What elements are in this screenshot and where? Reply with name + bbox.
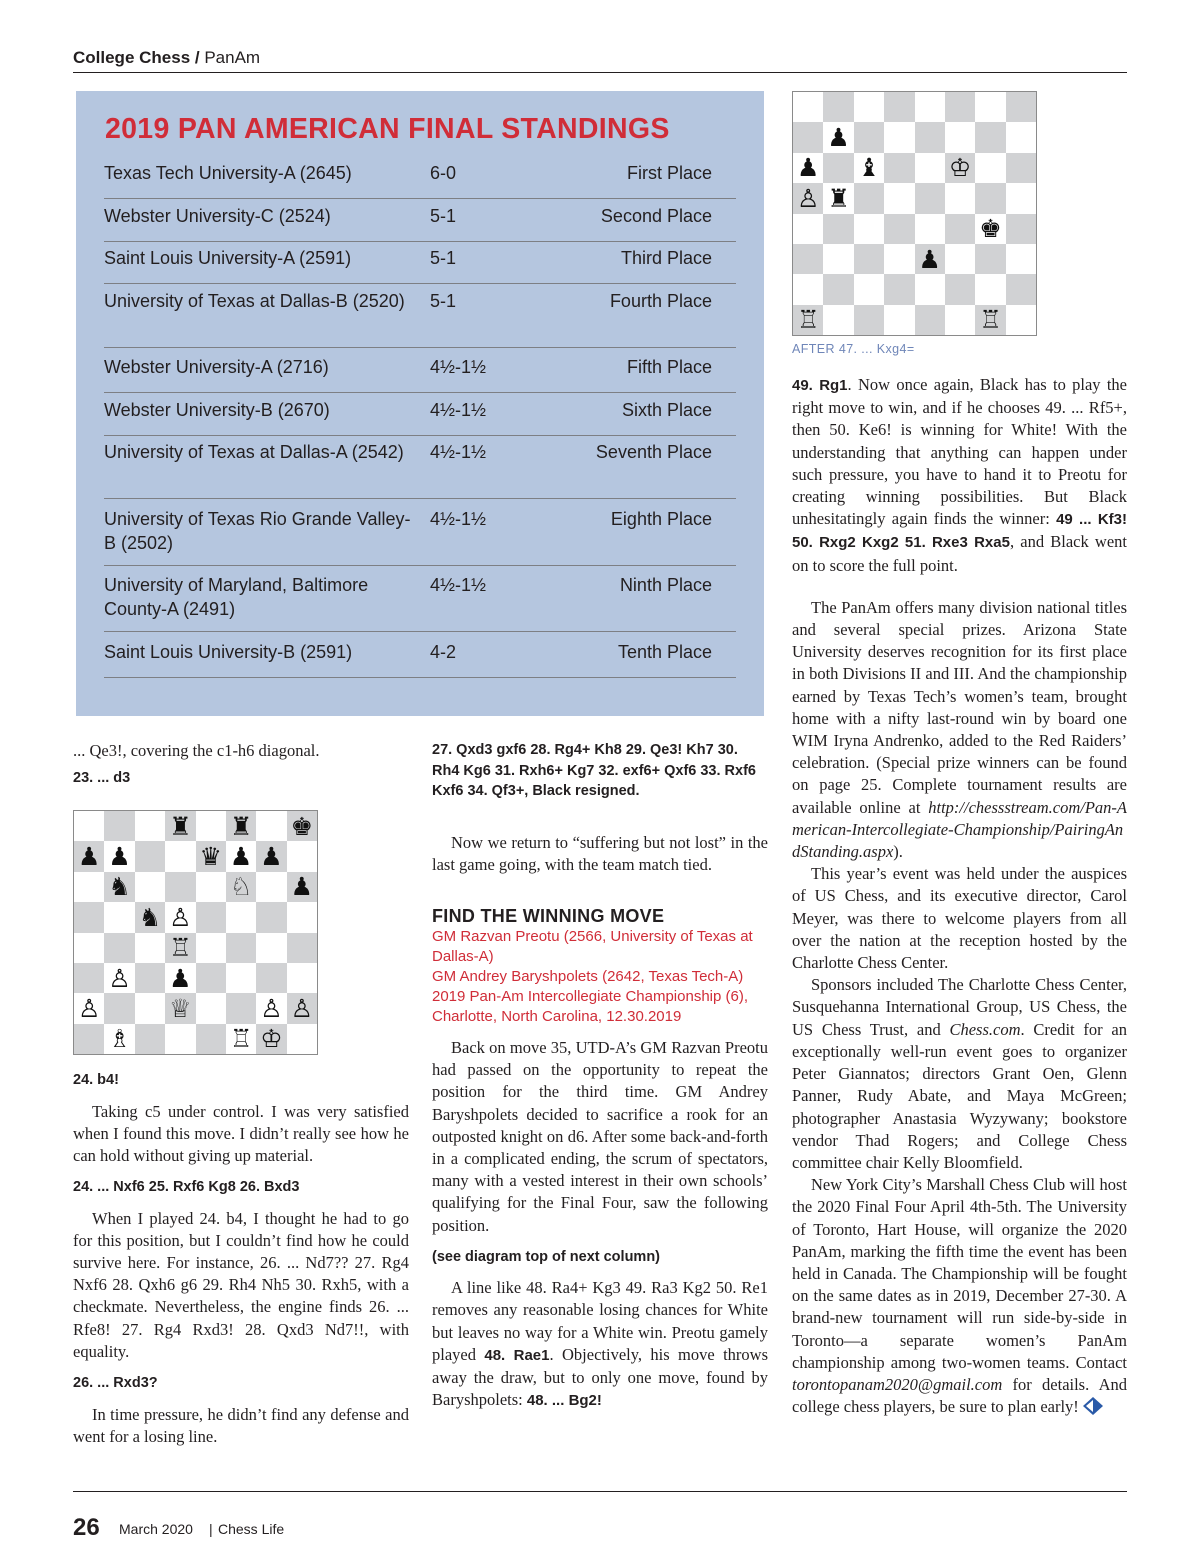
section-heading: FIND THE WINNING MOVE (432, 905, 665, 926)
team-place: Sixth Place (621, 400, 712, 420)
board-square (226, 993, 256, 1023)
paragraph: ... Qe3!, covering the c1-h6 diagonal. (73, 741, 320, 760)
board-square (287, 841, 317, 871)
board-square (793, 214, 823, 244)
game-white-player: GM Razvan Preotu (2566, University of Texas at Dallas-A) (432, 927, 753, 965)
board-square (256, 993, 286, 1023)
standings-row (104, 246, 736, 284)
team-name: Saint Louis University-A (2591) (104, 248, 352, 268)
move-inline: 48. Rae1 (484, 1346, 550, 1364)
board-square (196, 902, 226, 932)
team-name: Webster University-C (2524) (104, 206, 331, 226)
board-square (884, 244, 914, 274)
column-1-lower (73, 1070, 409, 1448)
board-square (793, 183, 823, 213)
board-square (165, 1024, 195, 1054)
white-pawn-icon: ♙ (108, 963, 131, 993)
team-place: Tenth Place (617, 642, 712, 662)
paragraph-part: for details. And college chess players, be sure to plan early! (792, 1374, 1127, 1417)
board-square (793, 153, 823, 183)
board-square (165, 841, 195, 871)
board-square (226, 933, 256, 963)
white-pawn-icon: ♙ (290, 993, 314, 1023)
board-square (793, 92, 823, 122)
board-square (884, 153, 914, 183)
board-square (945, 122, 975, 152)
white-pawn-icon: ♙ (77, 993, 101, 1023)
board-square (945, 153, 975, 183)
board-square (884, 122, 914, 152)
paragraph (432, 1277, 768, 1412)
board-square (793, 122, 823, 152)
board-square (823, 92, 853, 122)
board-square (165, 811, 195, 841)
board-square (915, 153, 945, 183)
white-queen-icon: ♕ (169, 993, 192, 1023)
black-pawn-icon: ♟ (77, 842, 101, 872)
team-score: 4½-1½ (430, 400, 487, 420)
results-link[interactable]: http://chessstream.com/Pan-American-Intercollegiate-Championship/PairingAndStanding.aspx (792, 797, 1127, 862)
paragraph (792, 974, 1127, 1174)
black-rook-icon: ♜ (169, 811, 192, 841)
black-pawn-icon: ♟ (108, 842, 131, 872)
board-square (854, 244, 884, 274)
standings-title: 2019 PAN AMERICAN FINAL STANDINGS (105, 113, 670, 145)
board-square (854, 183, 884, 213)
black-queen-icon: ♛ (199, 842, 222, 872)
contact-email[interactable]: torontopanam2020@gmail.com (792, 1374, 1003, 1394)
sponsor-link: Chess.com (949, 1019, 1021, 1039)
board-square (135, 963, 165, 993)
team-name: Webster University-B (2670) (104, 400, 330, 420)
board-square (1006, 153, 1036, 183)
team-place: Eighth Place (610, 509, 712, 529)
standings-row (104, 507, 736, 566)
black-pawn-icon: ♟ (918, 244, 941, 274)
black-pawn-icon: ♟ (229, 842, 253, 872)
paragraph-part: The PanAm offers many division national titles and several special prizes. Arizona State University deserves recognition for its first place in both Divisions II and III. And the championship earned by Texas Tech’s women’s team, brought home with a nifty last-round win by board one WIM Iryna Andrenko, added to the Red Raiders’ celebration. (Special prize winners can be found on page 25. Complete tournament results are available online at (792, 597, 1127, 817)
board-square (74, 993, 104, 1023)
team-place: Fifth Place (626, 357, 712, 377)
team-score: 5-1 (430, 248, 457, 268)
paragraph: This year’s event was held under the auspices of US Chess, and its executive director, Carol Meyer, was there to welcome players from all over the nation at the reception hosted by the Charlotte Chess Center. (792, 864, 1127, 973)
board-square (165, 963, 195, 993)
board-square (74, 963, 104, 993)
board-square (823, 153, 853, 183)
move-text: 26. ... Rxd3? (73, 1375, 158, 1392)
board-square (945, 305, 975, 335)
paragraph (792, 597, 1127, 863)
board-square (256, 872, 286, 902)
column-3 (792, 374, 1127, 1418)
board-square (854, 274, 884, 304)
board-square (74, 872, 104, 902)
team-score: 4½-1½ (430, 357, 487, 377)
board-square (1006, 244, 1036, 274)
game-event: 2019 Pan-Am Intercollegiate Championship (6), Charlotte, North Carolina, 12.30.2019 (432, 987, 749, 1025)
board-square (975, 122, 1005, 152)
paragraph: In time pressure, he didn’t find any defense and went for a losing line. (73, 1404, 409, 1446)
board-square (165, 872, 195, 902)
team-score: 4½-1½ (430, 509, 487, 529)
paragraph: Back on move 35, UTD-A’s GM Razvan Preotu had passed on the opportunity to repeat the position for the third time. GM Andrey Baryshpolets decided to sacrifice a rook for an outposted knight on d6. After some back-and-forth in a complicated ending, the scrum of spectators, many with a vested interest in their own schools’ qualifying for the Final Four, saw the following position. (432, 1037, 768, 1235)
board-square (226, 902, 256, 932)
board-square (945, 183, 975, 213)
board-square (104, 872, 134, 902)
board-square (854, 122, 884, 152)
board-square (915, 214, 945, 244)
board-square (975, 274, 1005, 304)
board-square (287, 872, 317, 902)
page-number: 26 (73, 1514, 100, 1541)
black-rook-icon: ♜ (827, 183, 850, 213)
board-square (1006, 305, 1036, 335)
section-name: College Chess (73, 48, 191, 67)
board-square (945, 274, 975, 304)
team-score: 4-2 (430, 642, 457, 662)
white-rook-icon: ♖ (229, 1024, 253, 1054)
standings-row (104, 355, 736, 393)
team-score: 4½-1½ (430, 575, 487, 595)
board-square (135, 841, 165, 871)
board-square (256, 1024, 286, 1054)
move-text: (see diagram top of next column) (432, 1248, 660, 1265)
paragraph: Taking c5 under control. I was very satisfied when I found this move. I didn’t really see how he can hold without giving up material. (73, 1101, 409, 1165)
end-mark-icon (1083, 1397, 1103, 1415)
board-square (196, 872, 226, 902)
black-king-icon: ♚ (979, 214, 1002, 244)
black-knight-icon: ♞ (138, 902, 162, 932)
board-square (884, 214, 914, 244)
team-place: Fourth Place (609, 291, 712, 311)
game-black-player: GM Andrey Baryshpolets (2642, Texas Tech-A) (432, 967, 744, 985)
board-square (854, 305, 884, 335)
standings-row (104, 289, 736, 348)
diagram-caption: AFTER 47. ... Kxg4= (792, 342, 915, 356)
standings-box (76, 91, 764, 716)
board-square (823, 305, 853, 335)
section-subname: PanAm (204, 48, 261, 67)
team-score: 6-0 (430, 163, 457, 183)
board-square (74, 811, 104, 841)
board-square (1006, 183, 1036, 213)
board-square (256, 811, 286, 841)
board-square (975, 305, 1005, 335)
team-name: University of Texas Rio Grande Valley-B (2502) (104, 509, 411, 553)
board-square (884, 92, 914, 122)
move-text: 27. Qxd3 gxf6 28. Rg4+ Kh8 29. Qe3! Kh7 30. Rh4 Kg6 31. Rxh6+ Kg7 32. exf6+ Qxf6 33. Rxf6 Kxf6 34. Qf3+, Black resigned. (432, 742, 756, 799)
board-square (975, 92, 1005, 122)
paragraph-part: . Credit for an exceptionally well-run event goes to organizer Peter Giannatos; directors Grant Oen, Glenn Panner, Rudy Abate, and Maya McGreen; photographer Anastasia Wyzywany; bookstore vendor Thad Rogers; and College Chess committee chair Kelly Bloomfield. (792, 1019, 1127, 1172)
board-square (135, 872, 165, 902)
team-score: 5-1 (430, 291, 457, 311)
board-square (165, 902, 195, 932)
board-square (823, 214, 853, 244)
board-square (104, 1024, 134, 1054)
paragraph (792, 1174, 1127, 1418)
board-square (226, 841, 256, 871)
board-square (945, 244, 975, 274)
board-square (1006, 122, 1036, 152)
board-square (135, 993, 165, 1023)
board-square (135, 811, 165, 841)
black-pawn-icon: ♟ (827, 123, 850, 153)
standings-row (104, 398, 736, 436)
board-square (196, 811, 226, 841)
board-square (1006, 214, 1036, 244)
paragraph-part: Sponsors included The Charlotte Chess Center, Susquehanna International Group, US Chess, the US Chess Trust, and (792, 975, 1127, 1039)
team-name: Webster University-A (2716) (104, 357, 329, 377)
board-square (226, 963, 256, 993)
board-square (854, 92, 884, 122)
issue-date: March 2020 (119, 1521, 193, 1537)
board-square (196, 993, 226, 1023)
team-place: Seventh Place (595, 442, 712, 462)
white-king-icon: ♔ (260, 1024, 283, 1054)
white-rook-icon: ♖ (979, 305, 1002, 335)
footer-divider: | (209, 1521, 213, 1537)
board-square (975, 183, 1005, 213)
board-square (823, 183, 853, 213)
chess-diagram-2 (792, 91, 1037, 336)
paragraph-part: . Objectively, his move throws away the draw, but to only one move, found by Baryshpolets: (432, 1344, 768, 1410)
board-square (104, 963, 134, 993)
section-separator: / (190, 48, 205, 67)
column-2 (432, 740, 768, 1412)
board-square (884, 305, 914, 335)
board-square (945, 214, 975, 244)
board-square (135, 1024, 165, 1054)
paragraph-part: New York City’s Marshall Chess Club will host the 2020 Final Four April 4th-5th. The University of Toronto, Hart House, will organize the 2020 PanAm, marking the fifth time the event has been held in Canada. The Championship will be fought on the same dates as in 2019, December 27-30. A brand-new tournament will run side-by-side in Toronto—a separate women’s PanAm championship among two-women teams. Contact (792, 1175, 1127, 1372)
team-place: First Place (626, 163, 712, 183)
team-name: University of Texas at Dallas-B (2520) (104, 291, 405, 311)
board-square (135, 902, 165, 932)
board-square (915, 305, 945, 335)
board-square (256, 841, 286, 871)
magazine-name: Chess Life (218, 1521, 285, 1537)
paragraph: Now we return to “suffering but not lost” in the last game going, with the team match tied. (432, 832, 768, 874)
board-square (854, 153, 884, 183)
standings-row (104, 640, 736, 678)
board-square (256, 902, 286, 932)
board-square (287, 933, 317, 963)
black-knight-icon: ♞ (108, 872, 131, 902)
board-square (823, 122, 853, 152)
board-square (854, 214, 884, 244)
team-place: Third Place (620, 248, 712, 268)
board-square (104, 841, 134, 871)
team-name: Texas Tech University-A (2645) (104, 163, 352, 183)
black-pawn-icon: ♟ (169, 963, 192, 993)
paragraph (792, 374, 1127, 577)
paragraph-part: ). (893, 842, 903, 862)
board-square (945, 92, 975, 122)
board-square (287, 1024, 317, 1054)
board-square (823, 244, 853, 274)
board-square (975, 153, 1005, 183)
white-pawn-icon: ♙ (169, 902, 192, 932)
standings-row (104, 161, 736, 199)
white-king-icon: ♔ (948, 153, 972, 183)
board-square (256, 933, 286, 963)
board-square (1006, 274, 1036, 304)
board-square (74, 933, 104, 963)
board-square (287, 993, 317, 1023)
board-square (287, 902, 317, 932)
standings-row (104, 440, 736, 499)
black-rook-icon: ♜ (229, 811, 253, 841)
board-square (135, 933, 165, 963)
board-square (226, 811, 256, 841)
board-square (74, 1024, 104, 1054)
white-rook-icon: ♖ (796, 305, 820, 335)
team-place: Second Place (600, 206, 712, 226)
white-rook-icon: ♖ (169, 933, 192, 963)
black-bishop-icon: ♝ (857, 153, 881, 183)
board-square (1006, 92, 1036, 122)
board-square (104, 902, 134, 932)
page-header (73, 48, 1127, 73)
team-place: Ninth Place (619, 575, 712, 595)
board-square (915, 92, 945, 122)
white-knight-icon: ♘ (229, 872, 253, 902)
board-square (256, 963, 286, 993)
black-pawn-icon: ♟ (260, 842, 283, 872)
team-score: 5-1 (430, 206, 457, 226)
board-square (915, 183, 945, 213)
white-bishop-icon: ♗ (108, 1024, 131, 1054)
move-text: 24. b4! (73, 1072, 119, 1088)
board-square (165, 993, 195, 1023)
white-pawn-icon: ♙ (260, 993, 283, 1023)
black-pawn-icon: ♟ (290, 872, 314, 902)
board-square (226, 872, 256, 902)
board-square (74, 902, 104, 932)
chess-diagram-1 (73, 810, 318, 1055)
board-square (287, 963, 317, 993)
column-1 (73, 740, 409, 789)
board-square (104, 811, 134, 841)
board-square (884, 183, 914, 213)
white-pawn-icon: ♙ (796, 183, 820, 213)
board-square (915, 122, 945, 152)
paragraph: When I played 24. b4, I thought he had to go for this position, but I couldn’t find how he could survive here. For instance, 26. ... Nd7?? 27. Rg4 Nxf6 28. Qxh6 g6 29. Rh4 Nh5 30. Rxh5, with a checkmate. Nevertheless, the engine finds 26. ... Rfe8! 27. Rg4 Rxd3! 28. Qxd3 Nd7!!, with equality. (73, 1208, 409, 1361)
board-square (975, 244, 1005, 274)
board-square (793, 305, 823, 335)
board-square (196, 933, 226, 963)
board-square (287, 811, 317, 841)
board-square (196, 841, 226, 871)
board-square (196, 1024, 226, 1054)
move-text: 24. ... Nxf6 25. Rxf6 Kg8 26. Bxd3 (73, 1179, 300, 1196)
board-square (793, 274, 823, 304)
board-square (74, 841, 104, 871)
board-square (165, 933, 195, 963)
paragraph-part: , and Black went on to score the full point. (792, 532, 1128, 575)
standings-row (104, 573, 736, 632)
page-footer (73, 1491, 1127, 1541)
team-name: University of Maryland, Baltimore County-A (2491) (104, 575, 369, 619)
move-inline: 48. ... Bg2! (526, 1392, 602, 1410)
board-square (196, 963, 226, 993)
board-square (884, 274, 914, 304)
move-text: 23. ... d3 (73, 770, 131, 787)
board-square (823, 274, 853, 304)
team-name: University of Texas at Dallas-A (2542) (104, 442, 404, 462)
team-name: Saint Louis University-B (2591) (104, 642, 353, 662)
black-pawn-icon: ♟ (796, 153, 820, 183)
board-square (915, 244, 945, 274)
paragraph-part: A line like 48. Ra4+ Kg3 49. Ra3 Kg2 50. Re1 removes any reasonable losing chances for White but leaves no way for a White win. Preotu gamely played (432, 1278, 768, 1364)
black-king-icon: ♚ (290, 811, 314, 841)
board-square (104, 993, 134, 1023)
move-inline: 49 ... Kf3! 50. Rxg2 Kxg2 51. Rxe3 Rxa5 (792, 511, 1128, 552)
board-square (915, 274, 945, 304)
board-square (104, 933, 134, 963)
board-square (226, 1024, 256, 1054)
team-score: 4½-1½ (430, 442, 487, 462)
board-square (975, 214, 1005, 244)
standings-row (104, 204, 736, 242)
board-square (793, 244, 823, 274)
move-inline: 49. Rg1 (792, 377, 848, 394)
paragraph-part: . Now once again, Black has to play the right move to win, and if he chooses 49. ... Rf5+, then 50. Ke6! is winning for White! With the understanding that anything can happen under such pressure, you have to hand it to Preotu for creating winning possibilities. But Black unhesitatingly again finds the winner: (792, 375, 1127, 529)
